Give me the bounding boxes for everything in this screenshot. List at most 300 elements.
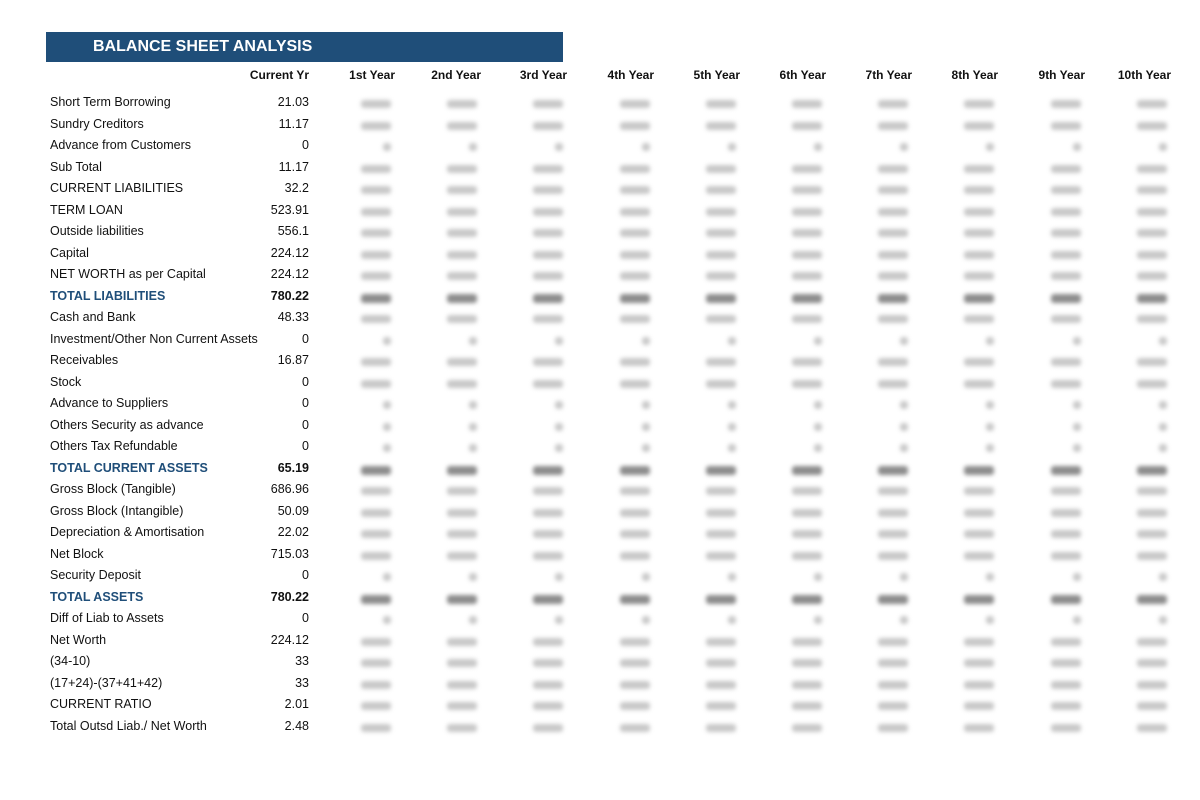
blurred-value-year-6: [792, 659, 822, 667]
blurred-value-year-8: [986, 401, 994, 409]
blurred-value-year-4: [620, 724, 650, 732]
blurred-value-year-4: [620, 487, 650, 495]
table-row: [0, 116, 1200, 138]
table-row: [0, 245, 1200, 267]
blurred-value-year-10: [1137, 272, 1167, 280]
blurred-value-year-5: [706, 530, 736, 538]
current-year-value: 0: [302, 138, 309, 152]
row-label: Advance from Customers: [50, 138, 192, 152]
row-label: Receivables: [50, 353, 119, 367]
table-row: [0, 546, 1200, 568]
blurred-value-year-3: [533, 530, 563, 538]
blurred-value-year-6: [792, 380, 822, 388]
blurred-value-year-1: [361, 659, 391, 667]
column-header-row: [0, 68, 1200, 86]
blurred-value-year-10: [1137, 122, 1167, 130]
current-year-value: 16.87: [277, 353, 309, 367]
blurred-value-year-7: [878, 552, 908, 560]
blurred-value-year-6: [792, 681, 822, 689]
table-row: [0, 94, 1200, 116]
blurred-value-year-2: [469, 337, 477, 345]
blurred-value-year-8: [986, 444, 994, 452]
blurred-value-year-7: [900, 616, 908, 624]
blurred-value-year-5: [706, 229, 736, 237]
blurred-value-year-3: [533, 595, 563, 604]
table-row: [0, 503, 1200, 525]
blurred-value-year-7: [878, 165, 908, 173]
blurred-value-year-6: [792, 315, 822, 323]
blurred-value-year-7: [878, 272, 908, 280]
blurred-value-year-2: [447, 702, 477, 710]
row-label: (34-10): [50, 654, 91, 668]
blurred-value-year-10: [1159, 401, 1167, 409]
blurred-value-year-9: [1051, 530, 1081, 538]
blurred-value-year-4: [620, 595, 650, 604]
blurred-value-year-1: [361, 530, 391, 538]
blurred-value-year-3: [533, 272, 563, 280]
blurred-value-year-8: [986, 143, 994, 151]
blurred-value-year-6: [792, 702, 822, 710]
blurred-value-year-3: [533, 487, 563, 495]
blurred-value-year-9: [1051, 595, 1081, 604]
current-year-value: 50.09: [277, 503, 309, 518]
blurred-value-year-3: [533, 659, 563, 667]
header-year-7: 7th Year: [865, 68, 912, 82]
blurred-value-year-6: [814, 616, 822, 624]
blurred-value-year-4: [620, 208, 650, 216]
blurred-value-year-8: [964, 702, 994, 710]
blurred-value-year-6: [792, 530, 822, 538]
blurred-value-year-1: [361, 358, 391, 366]
blurred-value-year-8: [964, 638, 994, 646]
blurred-value-year-7: [900, 143, 908, 151]
blurred-value-year-9: [1051, 229, 1081, 237]
table-row: [0, 202, 1200, 224]
current-year-value: 556.1: [277, 224, 309, 238]
row-label: Others Tax Refundable: [50, 439, 178, 453]
blurred-value-year-5: [728, 573, 736, 581]
blurred-value-year-8: [964, 272, 994, 280]
blurred-value-year-2: [447, 638, 477, 646]
table-row: [0, 438, 1200, 460]
blurred-value-year-9: [1051, 315, 1081, 323]
blurred-value-year-6: [814, 337, 822, 345]
blurred-value-year-7: [878, 229, 908, 237]
blurred-value-year-4: [620, 702, 650, 710]
table-row: [0, 632, 1200, 654]
blurred-value-year-9: [1051, 186, 1081, 194]
blurred-value-year-9: [1051, 724, 1081, 732]
blurred-value-year-3: [533, 100, 563, 108]
blurred-value-year-6: [814, 423, 822, 431]
blurred-value-year-7: [878, 530, 908, 538]
current-year-value: 21.03: [277, 95, 309, 109]
blurred-value-year-3: [533, 358, 563, 366]
blurred-value-year-10: [1137, 638, 1167, 646]
blurred-value-year-9: [1051, 466, 1081, 475]
blurred-value-year-8: [964, 724, 994, 732]
blurred-value-year-8: [964, 229, 994, 237]
blurred-value-year-7: [878, 100, 908, 108]
header-year-3: 3rd Year: [519, 68, 567, 82]
blurred-value-year-10: [1159, 444, 1167, 452]
current-year-value: 224.12: [270, 245, 309, 260]
blurred-value-year-7: [900, 423, 908, 431]
row-label: Security Deposit: [50, 568, 142, 582]
current-year-value: 65.19: [277, 460, 309, 475]
blurred-value-year-10: [1137, 100, 1167, 108]
blurred-value-year-7: [878, 509, 908, 517]
blurred-value-year-7: [878, 659, 908, 667]
blurred-value-year-3: [533, 681, 563, 689]
blurred-value-year-3: [533, 509, 563, 517]
blurred-value-year-4: [642, 573, 650, 581]
blurred-value-year-5: [706, 487, 736, 495]
blurred-value-year-2: [447, 100, 477, 108]
blurred-value-year-3: [533, 208, 563, 216]
header-year-9: 9th Year: [1038, 68, 1085, 82]
blurred-value-year-10: [1159, 616, 1167, 624]
blurred-value-year-5: [706, 186, 736, 194]
current-year-value: 780.22: [270, 288, 309, 303]
row-label: CURRENT RATIO: [50, 697, 152, 711]
blurred-value-year-8: [964, 681, 994, 689]
blurred-value-year-6: [792, 100, 822, 108]
blurred-value-year-5: [706, 294, 736, 303]
blurred-value-year-3: [555, 573, 563, 581]
blurred-value-year-1: [361, 294, 391, 303]
header-year-8: 8th Year: [951, 68, 998, 82]
blurred-value-year-2: [447, 487, 477, 495]
blurred-value-year-8: [964, 208, 994, 216]
blurred-value-year-9: [1051, 294, 1081, 303]
blurred-value-year-10: [1137, 659, 1167, 667]
blurred-value-year-1: [361, 100, 391, 108]
table-row: [0, 288, 1200, 310]
blurred-value-year-5: [706, 466, 736, 475]
row-label: Diff of Liab to Assets: [50, 611, 164, 625]
blurred-value-year-9: [1051, 272, 1081, 280]
blurred-value-year-1: [361, 595, 391, 604]
table-row: [0, 460, 1200, 482]
current-year-value: 0: [302, 568, 309, 582]
blurred-value-year-4: [642, 616, 650, 624]
blurred-value-year-8: [964, 509, 994, 517]
blurred-value-year-7: [878, 681, 908, 689]
row-label: NET WORTH as per Capital: [50, 267, 206, 281]
blurred-value-year-7: [878, 358, 908, 366]
blurred-value-year-10: [1137, 466, 1167, 475]
blurred-value-year-4: [642, 444, 650, 452]
blurred-value-year-8: [964, 315, 994, 323]
blurred-value-year-5: [706, 595, 736, 604]
table-row: [0, 696, 1200, 718]
header-year-1: 1st Year: [349, 68, 395, 82]
blurred-value-year-2: [447, 272, 477, 280]
blurred-value-year-3: [555, 143, 563, 151]
blurred-value-year-2: [447, 530, 477, 538]
blurred-value-year-10: [1137, 487, 1167, 495]
blurred-value-year-2: [469, 423, 477, 431]
blurred-value-year-2: [447, 595, 477, 604]
blurred-value-year-2: [469, 616, 477, 624]
blurred-value-year-3: [533, 229, 563, 237]
blurred-value-year-8: [964, 165, 994, 173]
blurred-value-year-6: [792, 251, 822, 259]
blurred-value-year-10: [1137, 315, 1167, 323]
row-label: Gross Block (Tangible): [50, 482, 176, 496]
blurred-value-year-8: [964, 552, 994, 560]
table-row: [0, 223, 1200, 245]
blurred-value-year-10: [1137, 595, 1167, 604]
blurred-value-year-6: [814, 401, 822, 409]
blurred-value-year-4: [642, 423, 650, 431]
row-label: TOTAL LIABILITIES: [50, 288, 166, 303]
blurred-value-year-3: [533, 294, 563, 303]
blurred-value-year-1: [383, 401, 391, 409]
blurred-value-year-5: [728, 616, 736, 624]
row-label: Cash and Bank: [50, 310, 136, 324]
blurred-value-year-5: [706, 659, 736, 667]
blurred-value-year-7: [878, 724, 908, 732]
blurred-value-year-1: [361, 186, 391, 194]
row-label: Outside liabilities: [50, 224, 144, 238]
blurred-value-year-2: [447, 186, 477, 194]
row-label: Depreciation & Amortisation: [50, 525, 205, 539]
blurred-value-year-10: [1137, 509, 1167, 517]
blurred-value-year-3: [533, 724, 563, 732]
blurred-value-year-2: [447, 294, 477, 303]
row-label: Sundry Creditors: [50, 116, 144, 131]
blurred-value-year-4: [620, 100, 650, 108]
blurred-value-year-5: [728, 444, 736, 452]
table-row: [0, 653, 1200, 675]
blurred-value-year-5: [706, 315, 736, 323]
blurred-value-year-3: [533, 466, 563, 475]
blurred-value-year-2: [469, 143, 477, 151]
blurred-value-year-2: [447, 229, 477, 237]
blurred-value-year-8: [986, 573, 994, 581]
blurred-value-year-2: [447, 165, 477, 173]
blurred-value-year-7: [878, 251, 908, 259]
header-year-5: 5th Year: [693, 68, 740, 82]
table-row: [0, 180, 1200, 202]
blurred-value-year-6: [792, 552, 822, 560]
blurred-value-year-2: [447, 724, 477, 732]
blurred-value-year-8: [964, 595, 994, 604]
current-year-value: 224.12: [270, 267, 309, 281]
blurred-value-year-8: [964, 487, 994, 495]
blurred-value-year-2: [447, 681, 477, 689]
blurred-value-year-6: [792, 165, 822, 173]
blurred-value-year-4: [620, 638, 650, 646]
table-row: [0, 352, 1200, 374]
blurred-value-year-1: [361, 552, 391, 560]
blurred-value-year-6: [792, 595, 822, 604]
blurred-value-year-4: [620, 380, 650, 388]
blurred-value-year-4: [620, 165, 650, 173]
blurred-value-year-4: [642, 337, 650, 345]
blurred-value-year-9: [1073, 444, 1081, 452]
blurred-value-year-6: [792, 272, 822, 280]
blurred-value-year-7: [878, 487, 908, 495]
blurred-value-year-1: [383, 444, 391, 452]
blurred-value-year-6: [792, 294, 822, 303]
blurred-value-year-1: [383, 337, 391, 345]
blurred-value-year-6: [792, 208, 822, 216]
table-row: [0, 374, 1200, 396]
blurred-value-year-2: [447, 552, 477, 560]
blurred-value-year-3: [533, 552, 563, 560]
blurred-value-year-3: [533, 165, 563, 173]
blurred-value-year-4: [620, 466, 650, 475]
blurred-value-year-1: [383, 573, 391, 581]
blurred-value-year-4: [620, 251, 650, 259]
blurred-value-year-5: [706, 681, 736, 689]
blurred-value-year-5: [706, 100, 736, 108]
blurred-value-year-8: [986, 337, 994, 345]
blurred-value-year-3: [555, 423, 563, 431]
blurred-value-year-8: [964, 530, 994, 538]
blurred-value-year-7: [878, 466, 908, 475]
row-label: TOTAL ASSETS: [50, 589, 144, 604]
blurred-value-year-8: [964, 186, 994, 194]
current-year-value: 0: [302, 396, 309, 410]
blurred-value-year-1: [361, 681, 391, 689]
current-year-value: 32.2: [284, 181, 309, 195]
blurred-value-year-5: [728, 423, 736, 431]
blurred-value-year-6: [792, 186, 822, 194]
blurred-value-year-9: [1051, 208, 1081, 216]
blurred-value-year-8: [964, 100, 994, 108]
blurred-value-year-5: [706, 724, 736, 732]
blurred-value-year-5: [728, 143, 736, 151]
blurred-value-year-6: [814, 573, 822, 581]
current-year-value: 0: [302, 331, 309, 346]
blurred-value-year-5: [706, 251, 736, 259]
blurred-value-year-10: [1159, 573, 1167, 581]
current-year-value: 2.48: [284, 718, 309, 733]
blurred-value-year-9: [1073, 423, 1081, 431]
row-label: Short Term Borrowing: [50, 95, 171, 109]
current-year-value: 523.91: [270, 202, 309, 217]
blurred-value-year-2: [469, 401, 477, 409]
blurred-value-year-7: [878, 315, 908, 323]
current-year-value: 22.02: [277, 525, 309, 539]
blurred-value-year-2: [447, 380, 477, 388]
blurred-value-year-1: [383, 423, 391, 431]
row-label: Others Security as advance: [50, 417, 204, 432]
blurred-value-year-2: [447, 466, 477, 475]
blurred-value-year-5: [706, 380, 736, 388]
blurred-value-year-9: [1051, 100, 1081, 108]
table-row: [0, 675, 1200, 697]
current-year-value: 715.03: [270, 546, 309, 561]
blurred-value-year-10: [1159, 337, 1167, 345]
blurred-value-year-6: [792, 122, 822, 130]
blurred-value-year-7: [878, 638, 908, 646]
blurred-value-year-10: [1137, 208, 1167, 216]
blurred-value-year-10: [1137, 681, 1167, 689]
blurred-value-year-5: [728, 401, 736, 409]
blurred-value-year-8: [964, 380, 994, 388]
page-title: BALANCE SHEET ANALYSIS: [46, 32, 563, 62]
blurred-value-year-3: [533, 251, 563, 259]
blurred-value-year-1: [383, 143, 391, 151]
header-year-4: 4th Year: [607, 68, 654, 82]
blurred-value-year-10: [1137, 702, 1167, 710]
blurred-value-year-1: [361, 315, 391, 323]
blurred-value-year-9: [1051, 251, 1081, 259]
blurred-value-year-5: [706, 509, 736, 517]
blurred-value-year-2: [447, 122, 477, 130]
blurred-value-year-5: [706, 122, 736, 130]
blurred-value-year-5: [706, 552, 736, 560]
row-label: Stock: [50, 374, 82, 389]
row-label: Capital: [50, 245, 89, 260]
blurred-value-year-9: [1051, 659, 1081, 667]
blurred-value-year-4: [620, 315, 650, 323]
row-label: CURRENT LIABILITIES: [50, 181, 184, 195]
current-year-value: 0: [302, 439, 309, 453]
blurred-value-year-7: [878, 595, 908, 604]
blurred-value-year-9: [1051, 487, 1081, 495]
blurred-value-year-1: [361, 702, 391, 710]
blurred-value-year-1: [361, 229, 391, 237]
blurred-value-year-9: [1051, 702, 1081, 710]
blurred-value-year-8: [964, 466, 994, 475]
current-year-value: 11.17: [278, 116, 309, 131]
blurred-value-year-3: [533, 638, 563, 646]
blurred-value-year-1: [361, 122, 391, 130]
blurred-value-year-10: [1137, 724, 1167, 732]
blurred-value-year-4: [620, 509, 650, 517]
row-label: Total Outsd Liab./ Net Worth: [50, 718, 207, 733]
blurred-value-year-1: [361, 165, 391, 173]
blurred-value-year-6: [792, 229, 822, 237]
blurred-value-year-1: [383, 616, 391, 624]
blurred-value-year-6: [792, 509, 822, 517]
blurred-value-year-1: [361, 509, 391, 517]
blurred-value-year-7: [878, 122, 908, 130]
blurred-value-year-1: [361, 487, 391, 495]
blurred-value-year-7: [878, 208, 908, 216]
blurred-value-year-10: [1159, 143, 1167, 151]
blurred-value-year-8: [964, 122, 994, 130]
blurred-value-year-7: [900, 444, 908, 452]
blurred-value-year-10: [1137, 530, 1167, 538]
table-row: [0, 567, 1200, 589]
blurred-value-year-10: [1137, 380, 1167, 388]
current-year-value: 33: [295, 675, 309, 690]
blurred-value-year-1: [361, 638, 391, 646]
header-year-10: 10th Year: [1117, 68, 1171, 82]
blurred-value-year-5: [706, 358, 736, 366]
balance-sheet-table: [0, 94, 1200, 739]
blurred-value-year-9: [1051, 638, 1081, 646]
current-year-value: 11.17: [278, 159, 309, 174]
blurred-value-year-10: [1137, 294, 1167, 303]
blurred-value-year-6: [814, 444, 822, 452]
blurred-value-year-3: [533, 702, 563, 710]
row-label: Net Worth: [50, 632, 107, 647]
header-year-6: 6th Year: [779, 68, 826, 82]
blurred-value-year-3: [555, 444, 563, 452]
blurred-value-year-5: [706, 272, 736, 280]
blurred-value-year-5: [706, 208, 736, 216]
blurred-value-year-6: [792, 724, 822, 732]
blurred-value-year-5: [728, 337, 736, 345]
